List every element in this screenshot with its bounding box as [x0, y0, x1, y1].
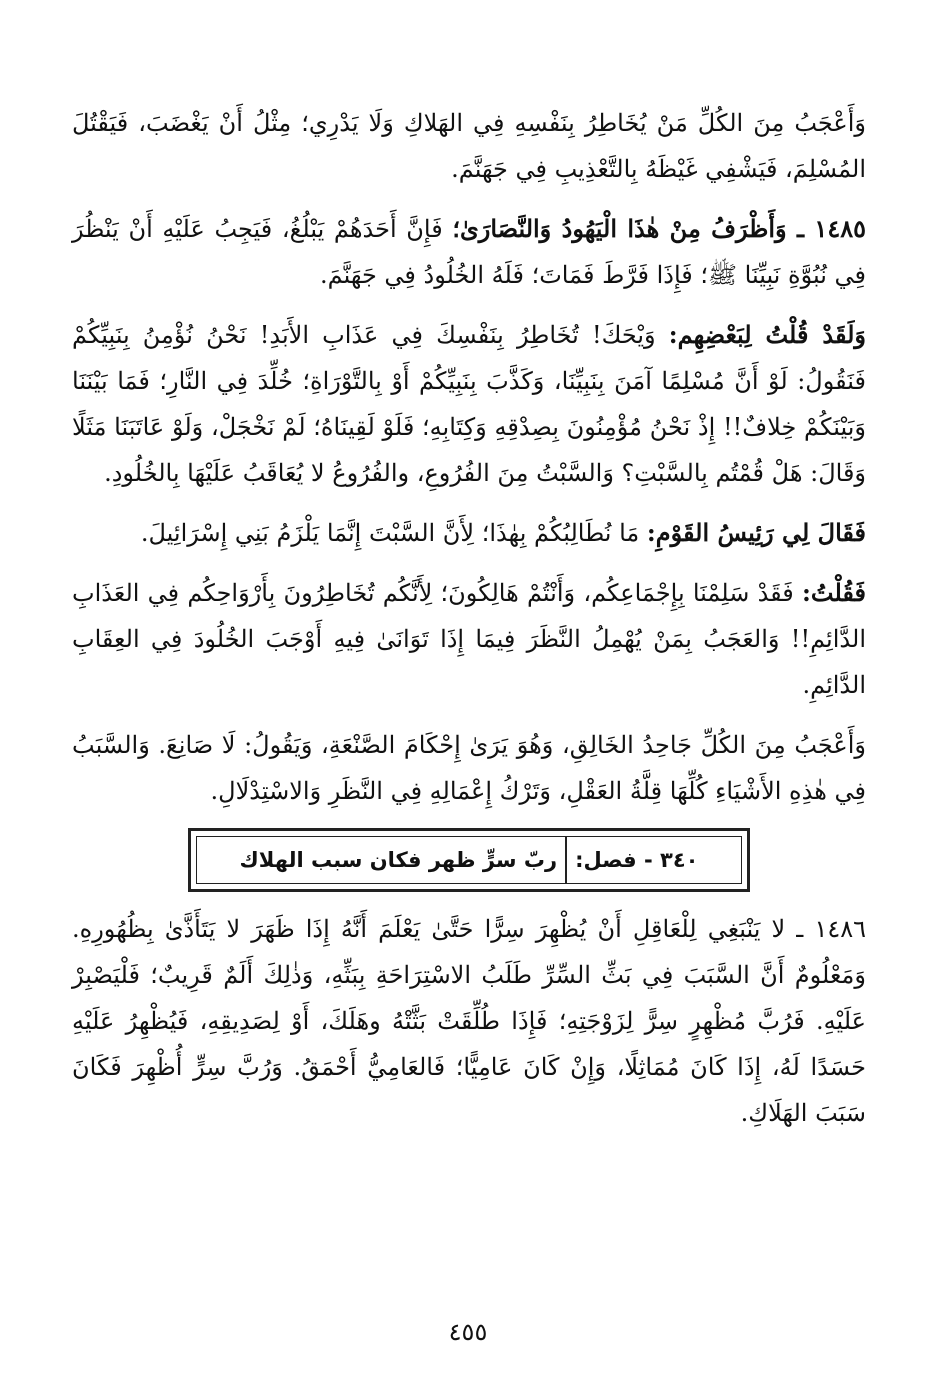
paragraph-dialogue-1 — [72, 312, 866, 496]
paragraph-dialogue-2 — [72, 510, 866, 556]
section-heading — [196, 836, 742, 884]
paragraph-dialogue-3-lead: فَقُلْتُ: — [802, 578, 866, 607]
paragraph-dialogue-1-lead: وَلَقَدْ قُلْتُ لِبَعْضِهِم: — [668, 320, 866, 349]
paragraph-dialogue-1-text: وَيْحَكَ! تُخَاطِرُ بِنَفْسِكَ فِي عَذَابِ الأَبَدِ! نَحْنُ نُؤْمِنُ بِنَبِيِّكُمْ فَنَقُولُ: لَوْ أَنَّ مُسْلِمًا آمَنَ بِنَبِيِّنَا، وَكَذَّبَ بِنَبِيِّكُمْ أَوْ بِالتَّوْرَاةِ؛ خُلِّدَ فِي النَّارِ؛ فَمَا بَيْنَنَا وَبَيْنَكُمْ خِلافٌ!! إِذْ نَحْنُ مُؤْمِنُونَ بِصِدْقِهِ وَكِتَابِهِ؛ فَلَوْ لَقِينَاهُ؛ لَمْ نَخْجَلْ، وَلَوْ عَاتَبَنَا مَثَلًا وَقَالَ: هَلْ قُمْتُم بِالسَّبْتِ؟ وَالسَّبْتُ مِنَ الفُرُوعِ، والفُرُوعُ لا يُعَاقَبُ عَلَيْهَا بِالخُلُودِ. — [72, 321, 866, 487]
section-title: ربّ سرٍّ ظهر فكان سبب الهلاك — [239, 848, 558, 872]
paragraph-1485 — [72, 206, 866, 298]
paragraph-dialogue-3-text: فَقَدْ سَلِمْنَا بِإِجْمَاعِكُم، وَأَنْتُمْ هَالِكُونَ؛ لِأَنَّكُم تُخَاطِرُونَ بِأَرْوَاحِكُم فِي العَذَابِ الدَّائِمِ!! وَالعَجَبُ بِمَنْ يُهْمِلُ النَّظَرَ فِيمَا إِذَا تَوَانَىٰ فِيهِ أَوْجَبَ الخُلُودَ فِي العِقَابِ الدَّائِمِ. — [72, 579, 866, 699]
paragraph-creator-text: وَأَعْجَبُ مِنَ الكُلِّ جَاحِدُ الخَالِقِ، وَهُوَ يَرَىٰ إِحْكَامَ الصَّنْعَةِ، وَيَقُولُ: لَا صَانِعَ. وَالسَّبَبُ فِي هٰذِهِ الأَشْيَاءِ كُلِّهَا قِلَّةُ العَقْلِ، وَتَرْكُ إِعْمَالِهِ فِي النَّظَرِ وَالاسْتِدْلَالِ. — [72, 731, 866, 805]
paragraph-dialogue-2-lead: فَقَالَ لِي رَئِيسُ القَوْمِ: — [646, 518, 866, 547]
paragraph-1-text: وَأَعْجَبُ مِنَ الكُلِّ مَنْ يُخَاطِرُ بِنَفْسِهِ فِي الهَلاكِ وَلَا يَدْرِي؛ مِثْلُ أَنْ يَغْضَبَ، فَيَقْتُلَ المُسْلِمَ، فَيَشْفِي غَيْظَهُ بِالتَّعْذِيبِ فِي جَهَنَّمَ. — [72, 109, 866, 183]
page-number: ٤٥٥ — [448, 1318, 488, 1346]
paragraph-1486 — [72, 906, 866, 1136]
section-label: ٣٤٠ - فصل: — [565, 837, 698, 883]
page-body — [72, 100, 866, 1150]
paragraph-dialogue-3 — [72, 570, 866, 708]
paragraph-1 — [72, 100, 866, 192]
paragraph-1486-text: ١٤٨٦ ـ لا يَنْبَغِي لِلْعَاقِلِ أَنْ يُظْهِرَ سِرًّا حَتَّىٰ يَعْلَمَ أَنَّهُ إِذَا ظَهَرَ لا يَتَأَذَّىٰ بِظُهُورِهِ. وَمَعْلُومٌ أَنَّ السَّبَبَ فِي بَثِّ السِّرِّ طَلَبُ الاسْتِرَاحَةِ بِبَثِّهِ، وَذٰلِكَ أَلَمٌ قَرِيبٌ؛ فَلْيَصْبِرْ عَلَيْهِ. فَرُبَّ مُظْهِرٍ سِرًّ لِزَوْجَتِهِ؛ فَإِذَا طُلِّقَتْ بَثَّتْهُ وهَلَكَ، أَوْ لِصَدِيقِهِ، فَيُظْهِرُ عَلَيْهِ حَسَدًا لَهُ، إِذَا كَانَ مُمَاثِلًا، وَإِنْ كَانَ عَامِيًّا؛ فَالعَامِيُّ أَحْمَقُ. وَرُبَّ سِرٍّ أُظْهِرَ فَكَانَ سَبَبَ الهَلَاكِ. — [72, 915, 866, 1127]
paragraph-creator — [72, 722, 866, 814]
paragraph-dialogue-2-text: مَا نُطَالِبُكُمْ بِهٰذَا؛ لِأَنَّ السَّبْتَ إِنَّمَا يَلْزَمُ بَنِي إِسْرَائِيلَ. — [140, 519, 647, 547]
section-heading-box — [188, 828, 750, 892]
paragraph-1485-text: فَإِنَّ أَحَدَهُمْ يَبْلُغُ، فَيَجِبُ عَلَيْهِ أَنْ يَنْظُرَ فِي نُبُوَّةِ نَبِيِّنَا ﷺ؛ فَإِذَا فَرَّطَ فَمَاتَ؛ فَلَهُ الخُلُودُ فِي جَهَنَّمَ. — [72, 215, 866, 289]
paragraph-1485-lead: ١٤٨٥ ـ وَأَظْرَفُ مِنْ هٰذَا الْيَهُودُ وَالنَّصَارَىٰ؛ — [452, 214, 866, 243]
